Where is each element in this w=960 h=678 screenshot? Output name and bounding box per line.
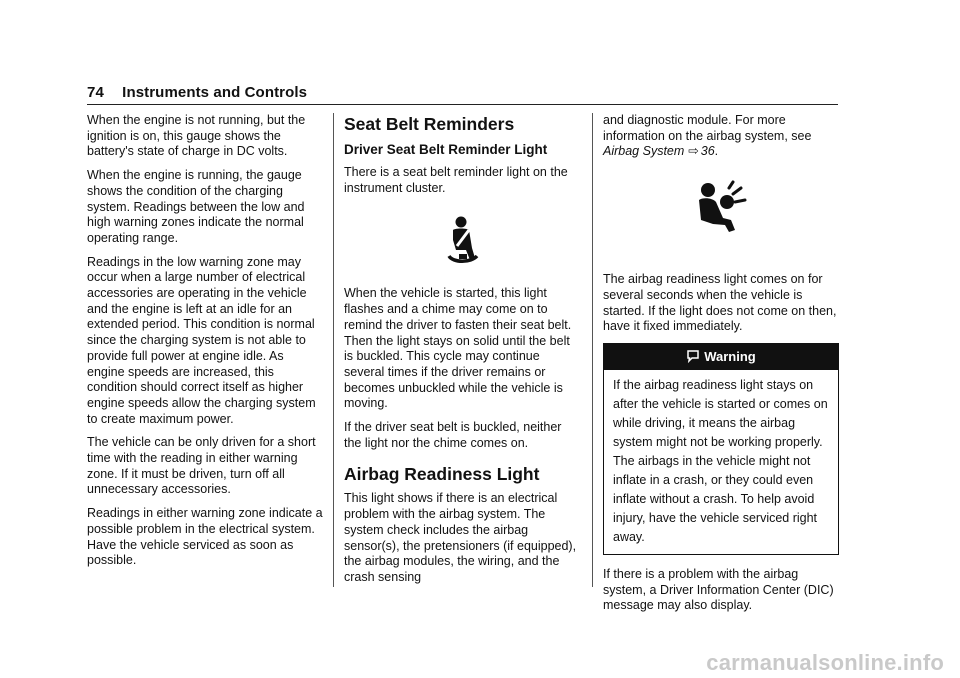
paragraph: There is a seat belt reminder light on the instrument cluster.	[344, 165, 568, 195]
paragraph: Readings in the low warning zone may occur when a large number of electrical accessories are operating in the vehicle and the engine is left at an idle for an extended period. This condition is normal since the charging system is not able to provide full power at engine idle. As engine speeds are increased, this condition should correct itself as higher engine speeds allow the charging system to create maximum power.	[87, 254, 316, 426]
paragraph: This light shows if there is an electrical problem with the airbag system. The system check includes the airbag sensor(s), the pretensioners (if equipped), the airbag modules, the wiring, and the crash sensing	[344, 491, 577, 584]
column-divider-1	[333, 113, 334, 587]
driver-seat-belt-reminder-heading: Driver Seat Belt Reminder Light	[344, 142, 548, 157]
seatbelt-reminder-icon	[443, 216, 483, 266]
warning-title: Warning	[704, 348, 756, 364]
column-1	[87, 113, 323, 577]
airbag-readiness-heading: Airbag Readiness Light	[344, 464, 540, 485]
warning-speech-icon	[686, 349, 700, 363]
paragraph: When the engine is not running, but the ignition is on, this gauge shows the battery's state of charge in DC volts.	[87, 113, 306, 159]
paragraph: Readings in either warning zone indicate a possible problem in the electrical system. Have the vehicle serviced as soon as possible.	[87, 506, 323, 568]
paragraph: When the engine is running, the gauge shows the condition of the charging system. Readings between the low and high warning zones indicate the normal operating range.	[87, 168, 305, 245]
xref-page[interactable]: 36	[700, 144, 715, 159]
warning-box	[603, 343, 839, 555]
paragraph	[603, 113, 839, 160]
paragraph: If the driver seat belt is buckled, neither the light nor the chime comes on.	[344, 420, 562, 450]
paragraph: When the vehicle is started, this light flashes and a chime may come on to remind the driver to fasten their seat belt. Then the light stays on solid until the belt is buckled. This cycle may continue several times if the driver remains or becomes unbuckled while the vehicle is moving.	[344, 286, 572, 411]
xref-end: .	[714, 144, 719, 159]
seat-belt-reminders-heading: Seat Belt Reminders	[344, 114, 515, 134]
warning-header	[604, 344, 838, 370]
column-divider-2	[592, 113, 593, 587]
column-2	[344, 113, 582, 594]
paragraph: If there is a problem with the airbag system, a Driver Information Center (DIC) message may also display.	[603, 566, 834, 613]
paragraph: The vehicle can be only driven for a short time with the reading in either warning zone. If it must be driven, turn off all unnecessary accessories.	[87, 435, 316, 497]
section-header-title: Instruments and Controls	[122, 84, 308, 101]
warning-text: If the airbag readiness light stays on after the vehicle is started or comes on while driving, it means the airbag system might not be working properly. The airbags in the vehicle might not inflate in a crash, or they could even inflate without a crash. To help avoid injury, have the vehicle serviced right away.	[613, 377, 828, 544]
seatbelt-icon-container	[344, 204, 582, 286]
column-3	[603, 113, 839, 622]
xref-arrow: ⇨	[688, 144, 699, 159]
airbag-icon-container	[603, 168, 839, 272]
paragraph: The airbag readiness light comes on for several seconds when the vehicle is started. If the light does not come on then, have it fixed immediately.	[603, 272, 837, 334]
header-rule	[87, 104, 838, 105]
airbag-readiness-icon	[693, 180, 749, 236]
page-header	[87, 84, 307, 101]
watermark-footer: carmanualsonline.info	[706, 650, 944, 675]
continuation-text: and diagnostic module. For more information on the airbag system, see	[603, 113, 812, 143]
page-number: 74	[87, 84, 104, 101]
xref-link[interactable]: Airbag System	[603, 144, 685, 159]
